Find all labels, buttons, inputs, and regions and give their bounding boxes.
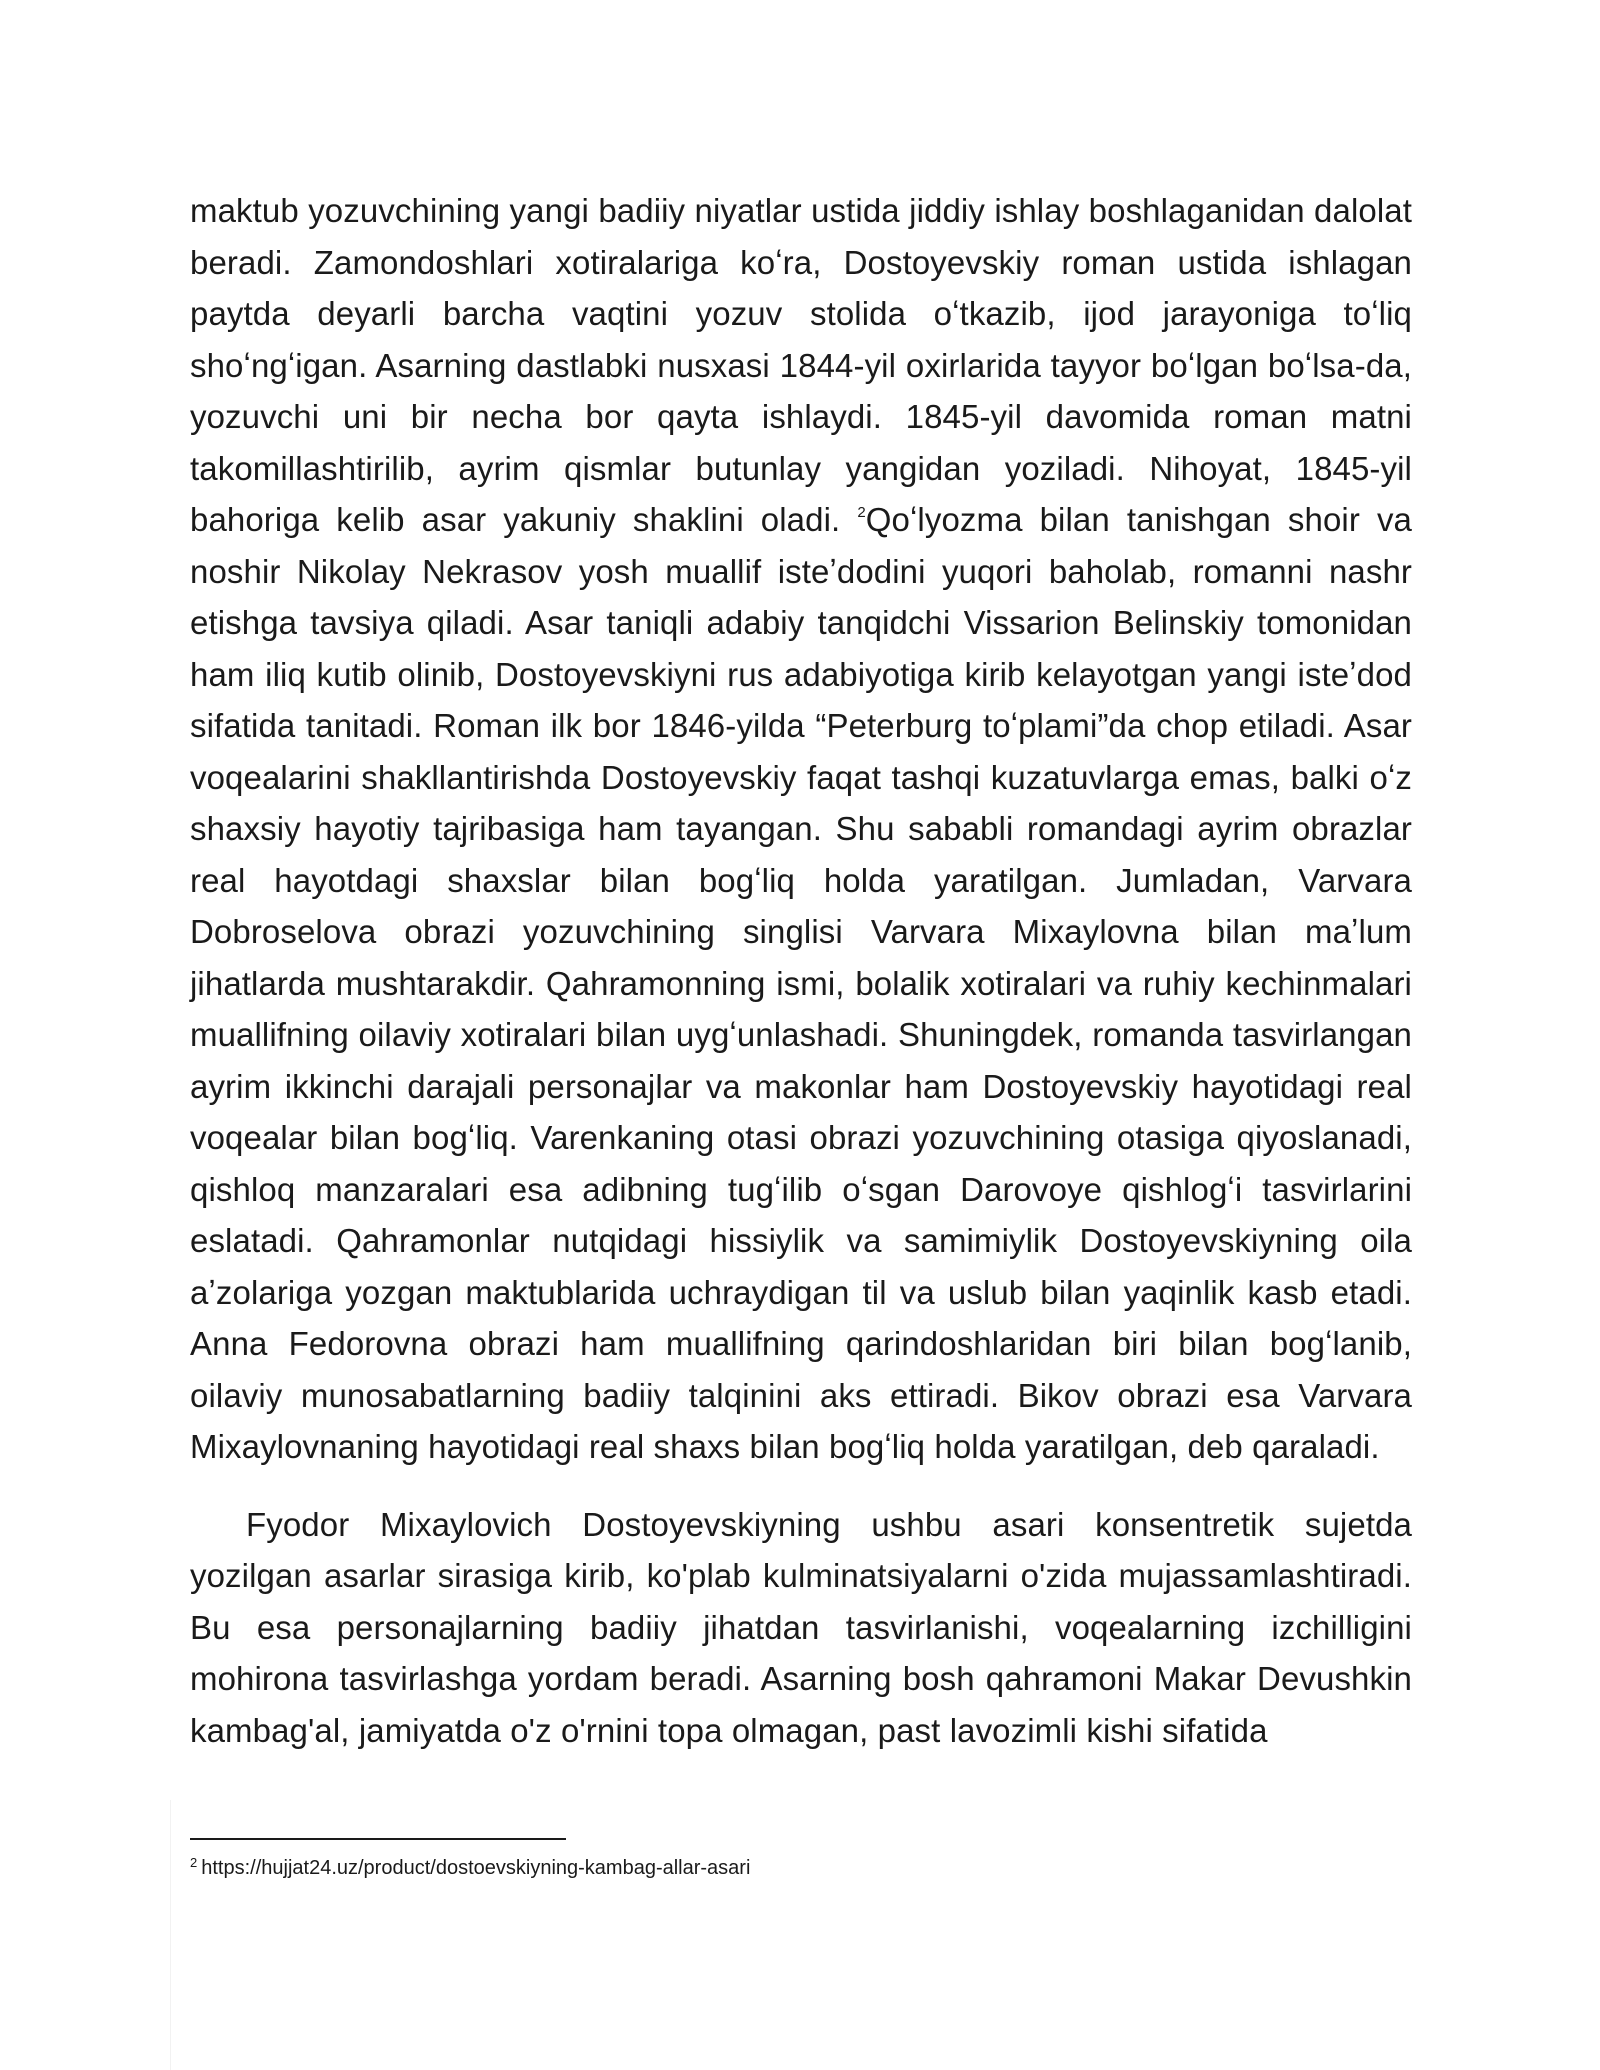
paragraph-1-text-start: maktub yozuvchining yangi badiiy niyatlar ustida jiddiy ishlay boshlaganidan dalolat beradi. Zamondoshlari xotiralariga koʻra, Dostoyevskiy roman ustida ishlagan paytda deyarli barcha vaqtini yozuv stolida oʻtkazib, ijod jarayoniga toʻliq shoʻngʻigan. Asarning dastlabki nusxasi 1844-yil oxirlarida tayyor boʻlgan boʻlsa-da, yozuvchi uni bir necha bor qayta ishlaydi. 1845-yil davomida roman matni takomillashtirilib, ayrim qismlar butunlay yangidan yoziladi. Nihoyat, 1845-yil bahoriga kelib asar yakuniy shaklini oladi. (190, 192, 1412, 538)
footnote-reference[interactable]: 2 (857, 504, 866, 521)
footnote (190, 1854, 1412, 1882)
page-edge-line (170, 1800, 171, 2070)
paragraph-2: Fyodor Mixaylovich Dostoyevskiyning ushbu asari konsentretik sujetda yozilgan asarlar sirasiga kirib, ko'plab kulminatsiyalarni o'zida mujassamlashtiradi. Bu esa personajlarning badiiy jihatdan tasvirlanishi, voqealarning izchilligini mohirona tasvirlashga yordam beradi. Asarning bosh qahramoni Makar Devushkin kambag'al, jamiyatda o'z o'rnini topa olmagan, past lavozimli kishi sifatida (190, 1505, 1412, 1749)
body-text (190, 185, 1412, 1756)
paragraph-1-text-end: Qoʻlyozma bilan tanishgan shoir va noshir Nikolay Nekrasov yosh muallif isteʼdodini yuqori baholab, romanni nashr etishga tavsiya qiladi. Asar taniqli adabiy tanqidchi Vissarion Belinskiy tomonidan ham iliq kutib olinib, Dostoyevskiyni rus adabiyotiga kirib kelayotgan yangi isteʼdod sifatida tanitadi. Roman ilk bor 1846-yilda “Peterburg toʻplami”da chop etiladi. Asar voqealarini shakllantirishda Dostoyevskiy faqat tashqi kuzatuvlarga emas, balki oʻz shaxsiy hayotiy tajribasiga ham tayangan. Shu sababli romandagi ayrim obrazlar real hayotdagi shaxslar bilan bogʻliq holda yaratilgan. Jumladan, Varvara Dobroselova obrazi yozuvchining singlisi Varvara Mixaylovna bilan maʼlum jihatlarda mushtarakdir. Qahramonning ismi, bolalik xotiralari va ruhiy kechinmalari muallifning oilaviy xotiralari bilan uygʻunlashadi. Shuningdek, romanda tasvirlangan ayrim ikkinchi darajali personajlar va makonlar ham Dostoyevskiy hayotidagi real voqealar bilan bogʻliq. Varenkaning otasi obrazi yozuvchining otasiga qiyoslanadi, qishloq manzaralari esa adibning tugʻilib oʻsgan Darovoye qishlogʻi tasvirlarini eslatadi. Qahramonlar nutqidagi hissiylik va samimiylik Dostoyevskiyning oila aʼzolariga yozgan maktublarida uchraydigan til va uslub bilan yaqinlik kasb etadi. Anna Fedorovna obrazi ham muallifning qarindoshlaridan biri bilan bogʻlanib, oilaviy munosabatlarning badiiy talqinini aks ettiradi. Bikov obrazi esa Varvara Mixaylovnaning hayotidagi real shaxs bilan bogʻliq holda yaratilgan, deb qaraladi. (190, 501, 1412, 1465)
footnote-link[interactable]: https://hujjat24.uz/product/dostoevskiyning-kambag-allar-asari (201, 1857, 751, 1879)
paragraph-1 (190, 185, 1412, 1473)
footnote-mark: 2 (190, 1855, 198, 1870)
footnote-separator (190, 1838, 566, 1840)
